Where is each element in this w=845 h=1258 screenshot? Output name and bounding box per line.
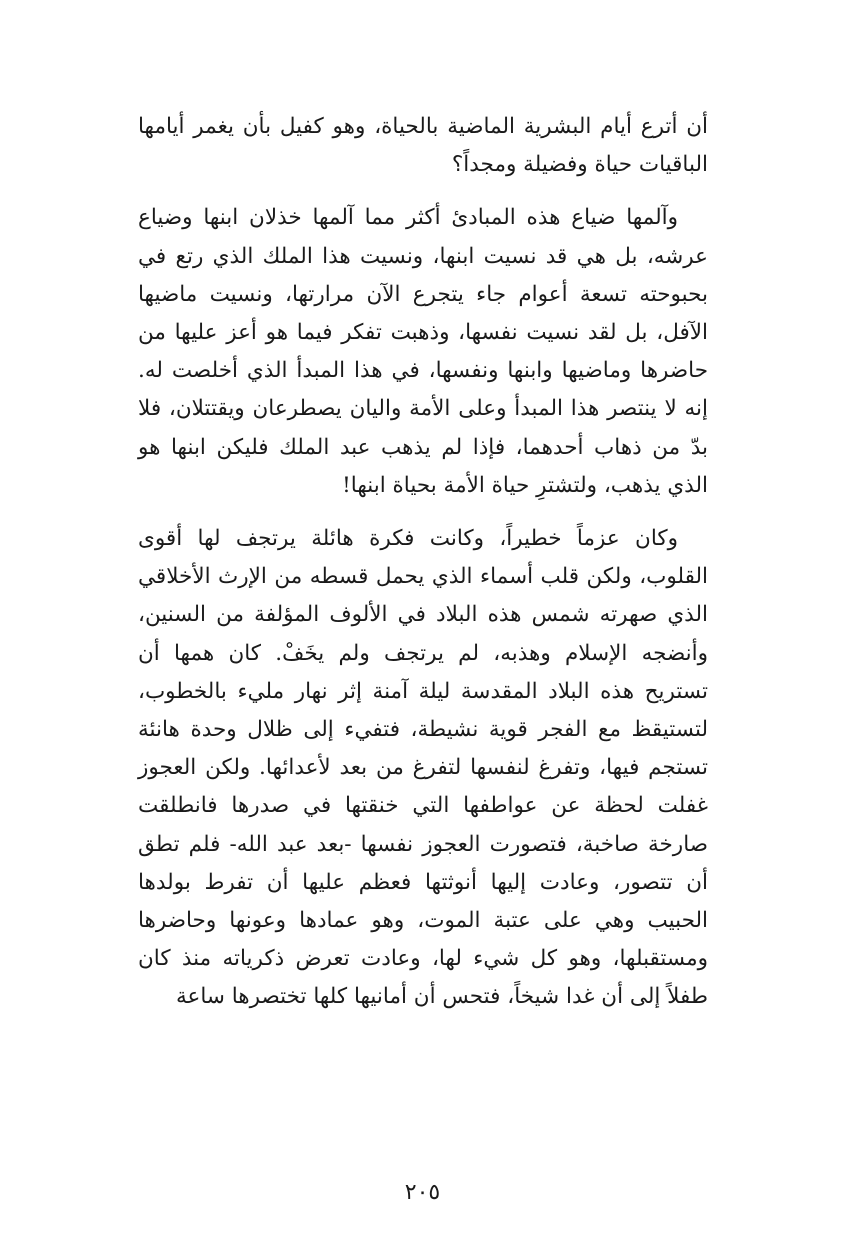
paragraph-2: وآلمها ضياع هذه المبادئ أكثر مما آلمها خذلان ابنها وضياع عرشه، بل هي قد نسيت ابنها، ونسيت هذا الملك الذي رتع في بحبوحته تسعة أعوام جاء يتجرع الآن مرارتها، ونسيت ماضيها الآفل، بل لقد نسيت نفسها، وذهبت تفكر فيما هو أعز عليها من حاضرها وماضيها وابنها ونفسها، في هذا المبدأ الذي أخلصت له. إنه لا ينتصر هذا المبدأ وعلى الأمة واليان يصطرعان ويقتتلان، فلا بدّ من ذهاب أحدهما، فإذا لم يذهب عبد الملك فليكن ابنها هو الذي يذهب، ولتشترِ حياة الأمة بحياة ابنها! [138,205,708,498]
paragraph-1: أن أترع أيام البشرية الماضية بالحياة، وهو كفيل بأن يغمر أيامها الباقيات حياة وفضيلة ومجداً؟ [138,114,708,178]
body-text [138,108,708,1017]
paragraph-3: وكان عزماً خطيراً، وكانت فكرة هائلة يرتجف لها أقوى القلوب، ولكن قلب أسماء الذي يحمل قسطه من الإرث الأخلاقي الذي صهرته شمس هذه البلاد في الألوف المؤلفة من السنين، وأنضجه الإسلام وهذبه، لم يرتجف ولم يخَفْ. كان همها أن تستريح هذه البلاد المقدسة ليلة آمنة إثر نهار مليء بالخطوب، لتستيقظ مع الفجر قوية نشيطة، فتفيء إلى ظلال وحدة هانئة تستجم فيها، وتفرغ لنفسها لتفرغ من بعد لأعدائها. ولكن العجوز غفلت لحظة عن عواطفها التي خنقتها في صدرها فانطلقت صارخة صاخبة، فتصورت العجوز نفسها -بعد عبد الله- فلم تطق أن تتصور، وعادت إليها أنوثتها فعظم عليها أن تفرط بولدها الحبيب وهي على عتبة الموت، وهو عمادها وعونها وحاضرها ومستقبلها، وهو كل شيء لها، وعادت تعرض ذكرياته منذ كان طفلاً إلى أن غدا شيخاً، فتحس أن أمانيها كلها تختصرها ساعة [138,526,708,1010]
page-number: ٢٠٥ [404,1180,441,1205]
